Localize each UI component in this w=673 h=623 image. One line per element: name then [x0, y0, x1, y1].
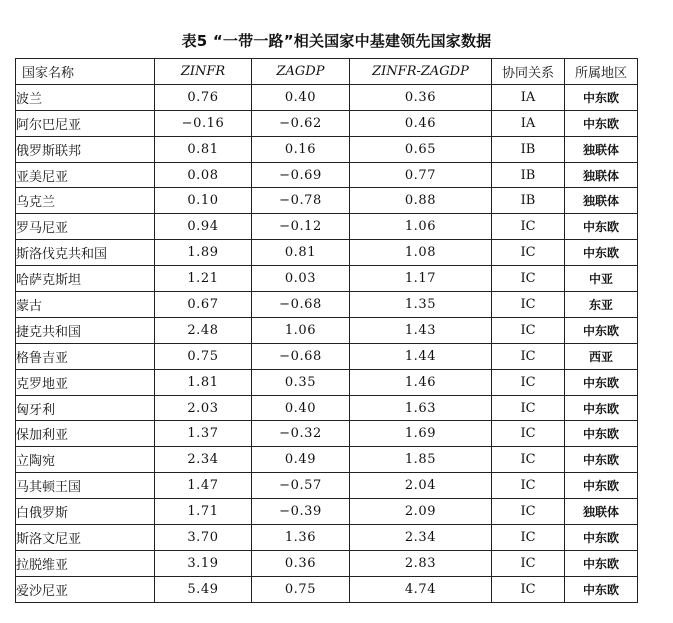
cell-country: 白俄罗斯: [16, 499, 155, 525]
cell-region: 中东欧: [565, 240, 638, 266]
cell-zinfr: 3.19: [155, 550, 252, 576]
cell-region: 中东欧: [565, 550, 638, 576]
cell-zagdp: 0.49: [252, 447, 350, 473]
cell-country: 阿尔巴尼亚: [16, 110, 155, 136]
cell-relation: IC: [492, 395, 565, 421]
cell-region: 中东欧: [565, 473, 638, 499]
cell-region: 西亚: [565, 343, 638, 369]
cell-zinfr: 2.34: [155, 447, 252, 473]
cell-region: 独联体: [565, 162, 638, 188]
cell-region: 独联体: [565, 136, 638, 162]
cell-relation: IC: [492, 550, 565, 576]
cell-zinfr: 1.81: [155, 369, 252, 395]
cell-zagdp: 0.40: [252, 395, 350, 421]
cell-zinfr-zagdp: 2.34: [350, 525, 492, 551]
table-row: [16, 317, 638, 343]
cell-zinfr: 0.10: [155, 188, 252, 214]
cell-zinfr-zagdp: 0.65: [350, 136, 492, 162]
header-country: 国家名称: [16, 59, 155, 85]
cell-region: 中东欧: [565, 317, 638, 343]
table-row: [16, 343, 638, 369]
table-row: [16, 214, 638, 240]
cell-relation: IB: [492, 136, 565, 162]
cell-zagdp: 1.06: [252, 317, 350, 343]
table-body: [16, 84, 638, 602]
cell-zagdp: −0.39: [252, 499, 350, 525]
cell-zagdp: 0.36: [252, 550, 350, 576]
table-row: [16, 136, 638, 162]
header-row: [16, 59, 638, 85]
table-row: [16, 162, 638, 188]
cell-region: 中东欧: [565, 214, 638, 240]
cell-relation: IC: [492, 292, 565, 318]
cell-country: 捷克共和国: [16, 317, 155, 343]
table-row: [16, 473, 638, 499]
cell-zinfr: 0.76: [155, 84, 252, 110]
header-zinfr: ZINFR: [155, 59, 252, 85]
table-row: [16, 110, 638, 136]
cell-country: 哈萨克斯坦: [16, 266, 155, 292]
cell-relation: IB: [492, 162, 565, 188]
cell-country: 蒙古: [16, 292, 155, 318]
cell-zinfr: 0.75: [155, 343, 252, 369]
cell-zagdp: −0.57: [252, 473, 350, 499]
cell-zinfr: 0.08: [155, 162, 252, 188]
cell-region: 独联体: [565, 499, 638, 525]
cell-zinfr: 0.81: [155, 136, 252, 162]
cell-zinfr: 1.47: [155, 473, 252, 499]
cell-relation: IC: [492, 214, 565, 240]
cell-zinfr-zagdp: 1.85: [350, 447, 492, 473]
cell-zagdp: 0.35: [252, 369, 350, 395]
cell-zinfr: 0.94: [155, 214, 252, 240]
table-row: [16, 421, 638, 447]
cell-country: 马其顿王国: [16, 473, 155, 499]
cell-region: 东亚: [565, 292, 638, 318]
cell-country: 乌克兰: [16, 188, 155, 214]
cell-region: 中东欧: [565, 369, 638, 395]
cell-country: 保加利亚: [16, 421, 155, 447]
cell-relation: IC: [492, 240, 565, 266]
cell-country: 爱沙尼亚: [16, 576, 155, 602]
cell-relation: IC: [492, 421, 565, 447]
cell-zinfr-zagdp: 1.43: [350, 317, 492, 343]
cell-zinfr: −0.16: [155, 110, 252, 136]
cell-zinfr-zagdp: 0.46: [350, 110, 492, 136]
table-row: [16, 576, 638, 602]
cell-zagdp: −0.68: [252, 343, 350, 369]
cell-zinfr-zagdp: 2.09: [350, 499, 492, 525]
cell-country: 罗马尼亚: [16, 214, 155, 240]
cell-zinfr-zagdp: 1.06: [350, 214, 492, 240]
header-zinfr-zagdp: ZINFR-ZAGDP: [350, 59, 492, 85]
table-row: [16, 369, 638, 395]
cell-zinfr-zagdp: 0.77: [350, 162, 492, 188]
table-row: [16, 499, 638, 525]
table-row: [16, 266, 638, 292]
cell-zinfr-zagdp: 2.83: [350, 550, 492, 576]
cell-relation: IC: [492, 343, 565, 369]
cell-zinfr-zagdp: 1.17: [350, 266, 492, 292]
data-table: [15, 58, 638, 603]
table-row: [16, 550, 638, 576]
cell-country: 亚美尼亚: [16, 162, 155, 188]
cell-relation: IC: [492, 266, 565, 292]
cell-country: 拉脱维亚: [16, 550, 155, 576]
table-row: [16, 84, 638, 110]
cell-zinfr-zagdp: 1.35: [350, 292, 492, 318]
cell-zinfr-zagdp: 4.74: [350, 576, 492, 602]
cell-zinfr: 3.70: [155, 525, 252, 551]
cell-zagdp: 0.75: [252, 576, 350, 602]
cell-country: 波兰: [16, 84, 155, 110]
table-row: [16, 525, 638, 551]
cell-country: 立陶宛: [16, 447, 155, 473]
cell-zinfr: 5.49: [155, 576, 252, 602]
cell-country: 克罗地亚: [16, 369, 155, 395]
table-row: [16, 188, 638, 214]
cell-country: 俄罗斯联邦: [16, 136, 155, 162]
cell-relation: IC: [492, 525, 565, 551]
cell-region: 中东欧: [565, 421, 638, 447]
cell-zinfr-zagdp: 1.63: [350, 395, 492, 421]
cell-zagdp: −0.68: [252, 292, 350, 318]
cell-region: 中东欧: [565, 447, 638, 473]
cell-relation: IC: [492, 499, 565, 525]
cell-region: 中东欧: [565, 395, 638, 421]
cell-zinfr: 1.37: [155, 421, 252, 447]
header-region: 所属地区: [565, 59, 638, 85]
cell-relation: IC: [492, 576, 565, 602]
cell-zinfr: 1.71: [155, 499, 252, 525]
cell-region: 中东欧: [565, 525, 638, 551]
cell-zinfr: 0.67: [155, 292, 252, 318]
table-row: [16, 447, 638, 473]
cell-zagdp: 0.40: [252, 84, 350, 110]
cell-country: 格鲁吉亚: [16, 343, 155, 369]
cell-zagdp: −0.12: [252, 214, 350, 240]
cell-country: 斯洛文尼亚: [16, 525, 155, 551]
cell-region: 中亚: [565, 266, 638, 292]
cell-country: 匈牙利: [16, 395, 155, 421]
header-zagdp: ZAGDP: [252, 59, 350, 85]
cell-region: 独联体: [565, 188, 638, 214]
cell-relation: IA: [492, 84, 565, 110]
cell-zinfr: 2.03: [155, 395, 252, 421]
cell-zagdp: −0.62: [252, 110, 350, 136]
cell-relation: IC: [492, 369, 565, 395]
cell-zinfr: 1.21: [155, 266, 252, 292]
header-relation: 协同关系: [492, 59, 565, 85]
cell-region: 中东欧: [565, 84, 638, 110]
cell-zinfr-zagdp: 1.08: [350, 240, 492, 266]
cell-zagdp: 0.03: [252, 266, 350, 292]
cell-relation: IB: [492, 188, 565, 214]
cell-country: 斯洛伐克共和国: [16, 240, 155, 266]
cell-zagdp: −0.78: [252, 188, 350, 214]
cell-zagdp: 0.16: [252, 136, 350, 162]
cell-relation: IC: [492, 317, 565, 343]
cell-zinfr: 2.48: [155, 317, 252, 343]
cell-zinfr-zagdp: 1.46: [350, 369, 492, 395]
cell-zagdp: 1.36: [252, 525, 350, 551]
table-row: [16, 292, 638, 318]
cell-zinfr: 1.89: [155, 240, 252, 266]
cell-region: 中东欧: [565, 576, 638, 602]
cell-relation: IC: [492, 473, 565, 499]
cell-zagdp: −0.69: [252, 162, 350, 188]
cell-zagdp: −0.32: [252, 421, 350, 447]
cell-region: 中东欧: [565, 110, 638, 136]
cell-relation: IA: [492, 110, 565, 136]
cell-zinfr-zagdp: 1.69: [350, 421, 492, 447]
table-row: [16, 395, 638, 421]
cell-relation: IC: [492, 447, 565, 473]
cell-zinfr-zagdp: 0.36: [350, 84, 492, 110]
table-row: [16, 240, 638, 266]
cell-zinfr-zagdp: 1.44: [350, 343, 492, 369]
cell-zinfr-zagdp: 2.04: [350, 473, 492, 499]
table-caption: 表5 “一带一路”相关国家中基建领先国家数据: [181, 32, 492, 50]
cell-zagdp: 0.81: [252, 240, 350, 266]
cell-zinfr-zagdp: 0.88: [350, 188, 492, 214]
